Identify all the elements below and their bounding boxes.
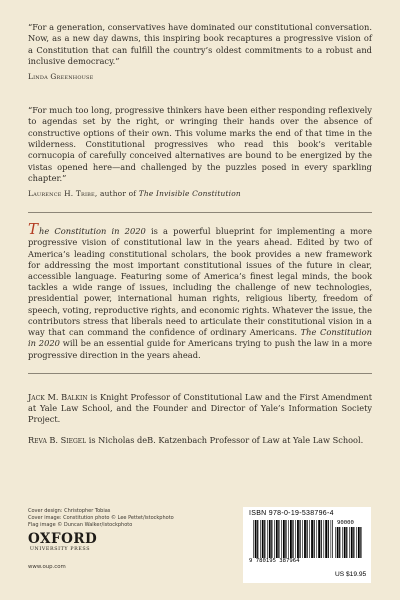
barcode-number: 9 780195 387964 [249,558,300,564]
blurb-author: Linda Greenhouse [28,72,94,82]
book-description: The Constitution in 2020 is a powerful blueprint for implementing a more progressive vision of constitutional law in the years ahead. Edited by two of America’s leading constitutional scholars, the book provides a new framework for addressing the most important constitutional issues of the future in clear, accessible language. Featuring some of America’s finest legal minds, the book tackles a wide range of issues, including the challenge of new technologies, presidential power, international human rights, religious liberty, freedom of speech, voting, reproductive rights, and economic rights. Whatever the issue, the contributors stress that liberals need to articulate their constitutional vision in a way that can command the confidence of ordinary Americans. The Constitution in 2020 will be an essential guide for Americans trying to push the law in a more progressive direction in the years ahead. [28,220,373,360]
barcode-bar [267,520,268,558]
barcode-bar [288,520,289,558]
barcode-bar [325,520,327,558]
barcode-bar [349,527,350,558]
blurb-tribe [28,105,372,198]
divider [28,373,372,374]
isbn-label: ISBN 978-0-19-538796-4 [249,510,334,517]
barcode-bar [255,520,257,558]
barcode-bar [324,520,325,558]
barcode-bar [304,520,306,558]
barcode-bar [314,520,315,558]
barcode-bar [358,527,360,558]
book-title: The Constitution in 2020 [28,327,372,349]
barcode-bar [342,527,343,558]
barcode-bar [302,520,303,558]
barcode-bar [253,520,254,558]
barcode-bar [269,520,271,558]
barcode-bar [360,527,361,558]
bio-balkin: Jack M. Balkin is Knight Professor of Constitutional Law and the First Amendment at Yale Law School, and the Founder and Director of Yale’s Information Society Project. [28,391,372,425]
barcode-bar [274,520,275,558]
barcode-bar [331,520,332,558]
barcode-bar [283,520,285,558]
barcode-bar [332,520,333,558]
barcode-bar [271,520,272,558]
barcode-bar [337,527,339,558]
barcode-bar [281,520,282,558]
barcode-bar [262,520,264,558]
barcode-bar [344,527,346,558]
barcode-bar [260,520,261,558]
publisher-logo: OXFORD UNIVERSITY PRESS [28,531,98,552]
barcode-bar [328,520,329,558]
barcode-bar [307,520,308,558]
drop-cap: T [28,220,39,239]
barcode-bar [257,520,258,558]
barcode-bar [297,520,299,558]
barcode-bar [309,520,310,558]
barcode-bar [356,527,357,558]
barcode-bar [295,520,296,558]
isbn-barcode [243,507,371,583]
barcode-bar [278,520,279,558]
book-title: he Constitution in 2020 [39,226,146,237]
blurb-author: Laurence H. Tribe [28,189,95,199]
barcode-addon-bars [335,527,363,558]
barcode-bar [353,527,354,558]
barcode-bars [253,520,333,558]
publisher-url: www.oup.com [28,564,66,570]
barcode-bar [264,520,265,558]
blurb-quote: “For a generation, conservatives have dominated our constitutional conversation. Now, as a new day dawns, this inspiring book recaptures a progressive vision of a Constitution that can fulfill the country’s oldest commitments to a robust and inclusive democracy.” [28,22,372,66]
barcode-bar [290,520,292,558]
blurb-work-title: The Invisible Constitution [138,189,241,199]
bio-siegel: Reva B. Siegel is Nicholas deB. Katzenbach Professor of Law at Yale Law School. [28,435,364,446]
barcode-bar [346,527,347,558]
barcode-bar [292,520,293,558]
blurb-greenhouse [28,22,372,81]
barcode-bar [318,520,320,558]
cover-footer [28,508,372,588]
blurb-author-suffix: , author of [94,189,139,199]
blurb-quote: “For much too long, progressive thinkers have been either responding reflexively to agendas set by the right, or wringing their hands over the absence of constructive options of their own. This volume marks the end of that time in the wilderness. Constitutional progressives who read this book’s veritable cornucopia of carefully conceived alternatives are bound to be energized by the vistas opened here—and challenged by the puzzles posed in every sparkling chapter.” [28,105,372,183]
barcode-bar [321,520,322,558]
barcode-bar [311,520,313,558]
price: US $19.95 [335,571,367,578]
editor-bios [28,392,372,447]
barcode-bar [351,527,353,558]
cover-credits: Cover design: Christopher Tobias Cover image: Constitution photo © Lee Pettet/istockphoto Flag image © Duncan Walker/istockphoto [28,508,174,528]
barcode-bar [285,520,286,558]
blurb-attribution [28,189,372,198]
barcode-bar [276,520,278,558]
barcode-bar [299,520,300,558]
barcode-bar [316,520,317,558]
barcode-addon-number: 90000 [337,520,354,526]
barcode-bar [335,527,336,558]
divider [28,212,372,213]
barcode-bar [339,527,340,558]
